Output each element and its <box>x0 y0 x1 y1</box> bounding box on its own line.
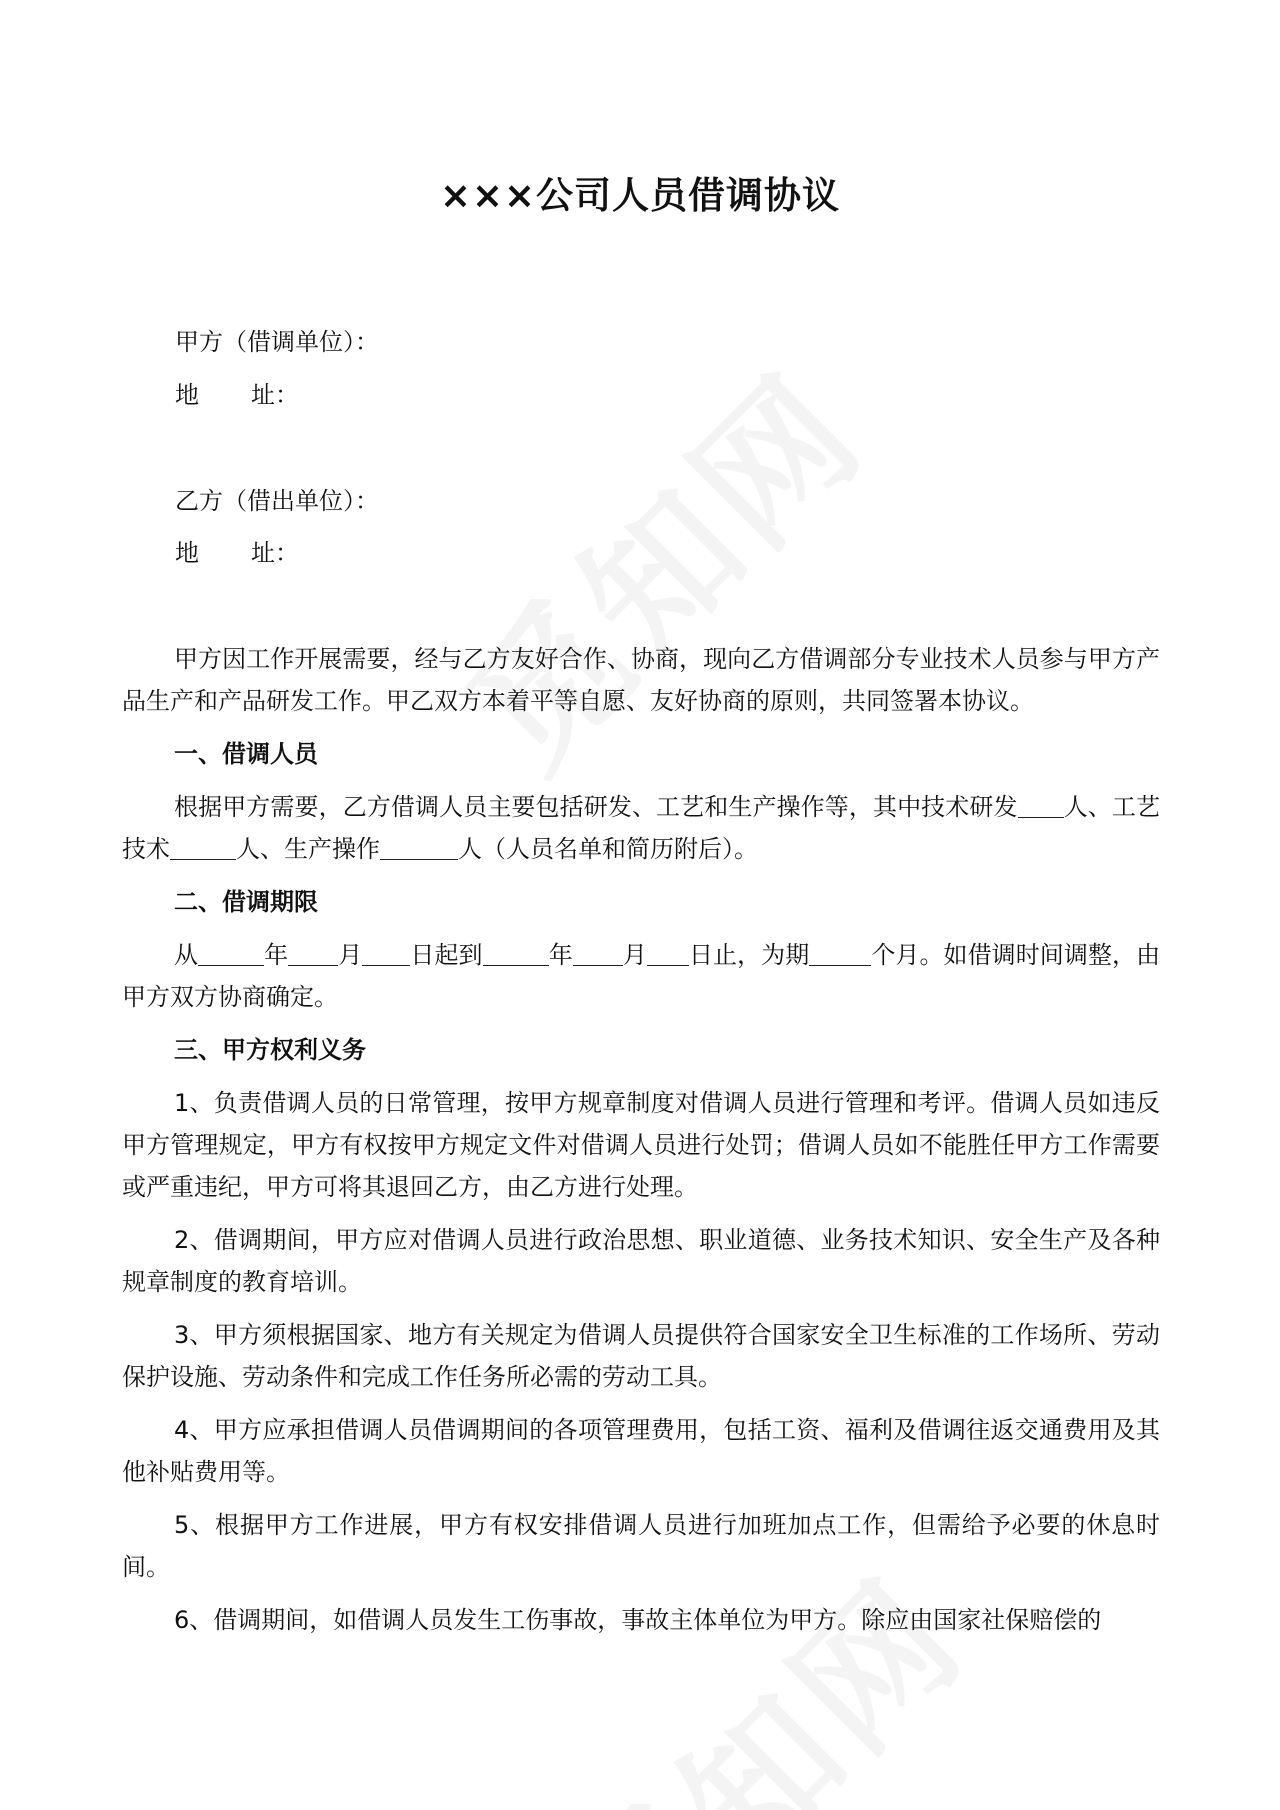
start-year-blank <box>198 941 264 966</box>
section2-heading: 二、借调期限 <box>174 888 318 916</box>
address-label-char1: 地 <box>175 539 199 567</box>
section1-text-2: 人、工艺技术 <box>122 793 1161 863</box>
address-label-char1: 地 <box>175 381 199 409</box>
section3-item: 3、甲方须根据国家、地方有关规定为借调人员提供符合国家安全卫生标准的工作场所、劳动保护设施、劳动条件和完成工作任务所必需的劳动工具。 <box>122 1321 1160 1391</box>
party-a-label: 甲方（借调单位）： <box>175 328 379 356</box>
agreement-body <box>122 638 1160 1652</box>
address-label-char2: 址： <box>251 381 299 409</box>
address-label <box>175 380 297 410</box>
section3-item: 2、借调期间，甲方应对借调人员进行政治思想、职业道德、业务技术知识、安全生产及各种规章制度的教育培训。 <box>122 1226 1160 1296</box>
operation-count-blank <box>380 835 458 860</box>
year-text: 年 <box>264 941 289 969</box>
section1-paragraph <box>122 786 1160 870</box>
section3-item: 5、根据甲方工作进展，甲方有权安排借调人员进行加班加点工作，但需给予必要的休息时间。 <box>122 1511 1160 1581</box>
research-count-blank <box>1018 793 1064 818</box>
months-tail-text: 个月。如借调时间调整，由甲方双方协商确定。 <box>122 941 1161 1011</box>
section1-text-4: 人（人员名单和简历附后）。 <box>458 835 758 863</box>
from-text: 从 <box>174 941 199 969</box>
section1-text-3: 人、生产操作 <box>236 835 380 863</box>
craft-count-blank <box>170 835 236 860</box>
end-day-blank <box>647 941 689 966</box>
party-b-address <box>175 538 297 568</box>
end-month-blank <box>573 941 623 966</box>
section1-text-1: 根据甲方需要，乙方借调人员主要包括研发、工艺和生产操作等，其中技术研发 <box>174 793 1018 821</box>
party-b-label: 乙方（借出单位）： <box>175 487 379 515</box>
day-start-text: 日起到 <box>410 941 483 969</box>
start-month-blank <box>288 941 338 966</box>
start-day-blank <box>362 941 410 966</box>
day-end-text: 日止，为期 <box>688 941 810 969</box>
section3-heading: 三、甲方权利义务 <box>174 1036 366 1064</box>
section3-item: 4、甲方应承担借调人员借调期间的各项管理费用，包括工资、福利及借调往返交通费用及其他补贴费用等。 <box>122 1416 1160 1486</box>
section2-paragraph <box>122 934 1160 1018</box>
year-text: 年 <box>548 941 573 969</box>
section3-item: 1、负责借调人员的日常管理，按甲方规章制度对借调人员进行管理和考评。借调人员如违反甲方管理规定，甲方有权按甲方规定文件对借调人员进行处罚；借调人员如不能胜任甲方工作需要或严重违纪，甲方可将其退回乙方，由乙方进行处理。 <box>122 1089 1160 1201</box>
month-text: 月 <box>338 941 363 969</box>
document-title: ×××公司人员借调协议 <box>439 174 840 217</box>
end-year-blank <box>483 941 549 966</box>
intro-paragraph: 甲方因工作开展需要，经与乙方友好合作、协商，现向乙方借调部分专业技术人员参与甲方产品生产和产品研发工作。甲乙双方本着平等自愿、友好协商的原则，共同签署本协议。 <box>122 645 1160 715</box>
section3-item: 6、借调期间，如借调人员发生工伤事故，事故主体单位为甲方。除应由国家社保赔偿的 <box>174 1606 1102 1634</box>
month-text: 月 <box>622 941 647 969</box>
address-label <box>175 538 297 568</box>
address-label-char2: 址： <box>251 539 299 567</box>
section1-heading: 一、借调人员 <box>174 740 318 768</box>
duration-months-blank <box>809 941 871 966</box>
party-a-address <box>175 380 297 410</box>
